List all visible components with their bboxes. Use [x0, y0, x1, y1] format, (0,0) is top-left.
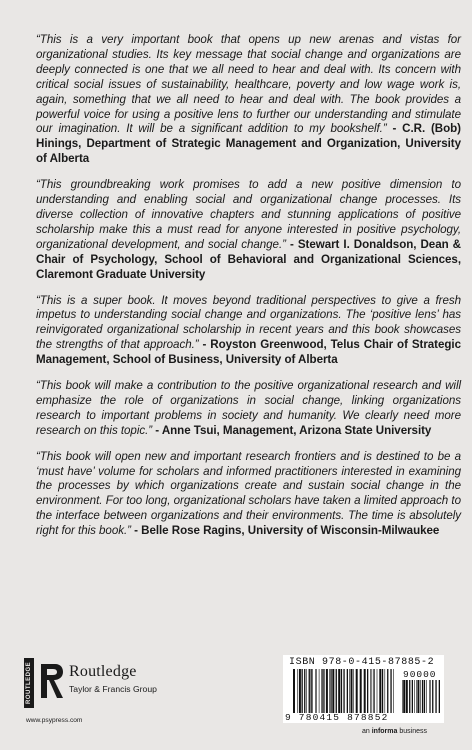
endorsement-quote — [36, 450, 461, 539]
barcode-bars-addon — [402, 680, 440, 713]
quote-attribution: - Royston Greenwood, Telus Chair of Strategic Management, School of Business, University of Alberta — [36, 338, 461, 367]
endorsement-quote — [36, 33, 461, 167]
quote-text: “This groundbreaking work promises to add a new positive dimension to understanding and enabling social and organizational change processes. Its diverse collection of innovative chapters and stunning applications of positive scholarship make this a must read for anyone interested in positive psychology, organizational development, and social change.” — [36, 178, 461, 251]
series-strip: ROUTLEDGE — [24, 658, 34, 708]
publisher-website: www.psypress.com — [26, 717, 83, 724]
isbn-text: ISBN 978-0-415-87885-2 — [289, 657, 435, 668]
informa-prefix: an — [362, 728, 372, 735]
publisher-group: Taylor & Francis Group — [69, 684, 157, 694]
informa-suffix: business — [397, 728, 427, 735]
quote-text: “This is a super book. It moves beyond traditional perspectives to give a fresh impetus to understanding social change and organizations. The ‘positive lens’ has reinvigorated organizational scholarship in recent years and this book showcases the strengths of that approach.” — [36, 293, 461, 352]
barcode — [283, 655, 444, 723]
endorsement-quote — [36, 379, 461, 439]
quote-text: “This book will open new and important research frontiers and is destined to be a ‘must have’ volume for scholars and informed practitioners interested in examining the processes by which organizations create and sustain social change in the environment. For too long, organizational scholars have taken a limited approach to the interface between organizations and their environments. The time is absolutely right for this book.” — [36, 449, 461, 538]
publisher-name: Routledge — [69, 663, 137, 680]
quote-attribution: - Anne Tsui, Management, Arizona State University — [152, 423, 432, 437]
barcode-bars-main — [293, 669, 395, 713]
quote-text: “This is a very important book that opens up new arenas and vistas for organizational studies. Its key message that social change and organizations are deeply connected is one that we all need to hear and deal with. Its concern with critical social issues of sustainability, healthcare, poverty and low wage work is, again, something that we all need to hear and deal with. The book provides a powerful voice for using a positive lens to further our understanding and stimulate our imagination. It will be a significant addition to my bookshelf.” — [36, 33, 461, 136]
ean-number: 9 780415 878852 — [285, 712, 389, 723]
endorsement-quote — [36, 294, 461, 369]
quote-attribution: - Belle Rose Ragins, University of Wisconsin-Milwaukee — [130, 524, 440, 538]
endorsement-quote — [36, 178, 461, 282]
informa-tagline — [362, 728, 427, 735]
routledge-logo-icon — [39, 662, 65, 702]
informa-brand: informa — [371, 728, 398, 735]
barcode-addon-number: 90000 — [403, 669, 437, 680]
quote-text: “This book will make a contribution to the positive organizational research and will emphasize the role of organizations in social change, linking organizations research to important problems in society and humanity. We clearly need more research on this topic.” — [36, 379, 461, 437]
endorsements — [36, 33, 461, 550]
quote-attribution: - C.R. (Bob) Hinings, Department of Strategic Management and Organization, University of Alberta — [36, 122, 461, 166]
quote-attribution: - Stewart I. Donaldson, Dean & Chair of Psychology, School of Behavioral and Organizational Sciences, Claremont Graduate University — [36, 237, 461, 281]
publisher-block — [24, 658, 224, 728]
